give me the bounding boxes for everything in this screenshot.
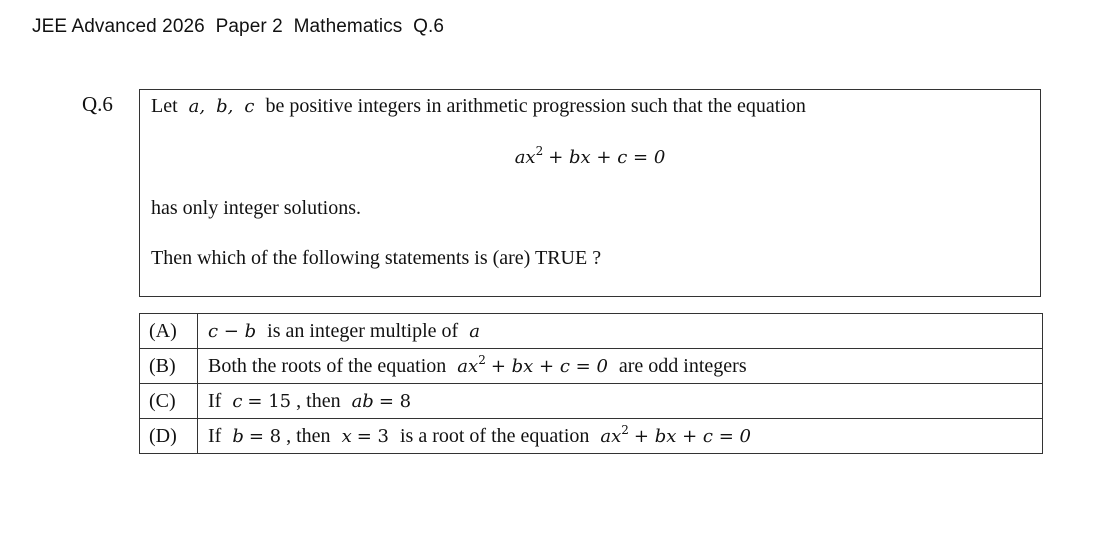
equation-exponent: 2 bbox=[535, 144, 544, 158]
option-row-a[interactable] bbox=[140, 314, 1043, 349]
option-c-math-1b: = 15 bbox=[247, 390, 292, 412]
equation-ax: ax bbox=[514, 147, 536, 168]
option-d-math-2b: = 3 bbox=[356, 425, 389, 447]
option-d-exponent: 2 bbox=[621, 422, 629, 437]
option-d-math-rest: + bx + c = 0 bbox=[633, 425, 751, 447]
option-c-text-2: , then bbox=[296, 389, 341, 412]
stem-equation bbox=[140, 146, 1040, 169]
stem-line-3: has only integer solutions. bbox=[151, 197, 361, 219]
option-label-b: (B) bbox=[140, 349, 198, 384]
option-b-math-rest: + bx + c = 0 bbox=[490, 355, 608, 377]
option-row-d[interactable] bbox=[140, 419, 1043, 454]
option-d-text-2: , then bbox=[286, 424, 331, 447]
var-a: a, bbox=[188, 96, 206, 117]
option-a-math-1: c − b bbox=[208, 320, 257, 342]
option-a-math-2: a bbox=[469, 320, 480, 342]
option-b-text-1: Both the roots of the equation bbox=[208, 354, 447, 377]
option-text-b bbox=[198, 349, 1043, 384]
option-c-math-2: ab bbox=[351, 390, 374, 412]
option-label-a: (A) bbox=[140, 314, 198, 349]
stem-let: Let bbox=[151, 95, 178, 117]
option-label-c: (C) bbox=[140, 384, 198, 419]
option-c-math-1: c bbox=[232, 390, 243, 412]
question-stem-box bbox=[139, 89, 1041, 297]
option-b-math-ax: ax bbox=[457, 355, 479, 377]
option-d-math-ax: ax bbox=[600, 425, 622, 447]
option-b-exponent: 2 bbox=[478, 352, 486, 367]
stem-line-1 bbox=[151, 95, 806, 118]
option-d-text-3: is a root of the equation bbox=[399, 424, 590, 447]
option-text-c bbox=[198, 384, 1043, 419]
question-number: Q.6 bbox=[82, 92, 113, 116]
option-d-math-1: b bbox=[232, 425, 244, 447]
option-d-math-2: x bbox=[341, 425, 352, 447]
var-b: b, bbox=[216, 96, 234, 117]
stem-line-1-suffix: be positive integers in arithmetic progression such that the equation bbox=[265, 95, 806, 117]
options-table bbox=[139, 313, 1043, 454]
page-header-title: JEE Advanced 2026 Paper 2 Mathematics Q.6 bbox=[32, 16, 445, 37]
stem-line-4: Then which of the following statements is (are) TRUE ? bbox=[151, 247, 602, 269]
option-c-math-2b: = 8 bbox=[378, 390, 412, 412]
option-label-d: (D) bbox=[140, 419, 198, 454]
option-a-text-1: is an integer multiple of bbox=[267, 319, 459, 342]
option-text-a bbox=[198, 314, 1043, 349]
option-row-c[interactable] bbox=[140, 384, 1043, 419]
option-b-text-2: are odd integers bbox=[618, 354, 747, 377]
var-c: c bbox=[244, 96, 255, 117]
option-row-b[interactable] bbox=[140, 349, 1043, 384]
option-d-text-1: If bbox=[208, 424, 222, 447]
option-d-math-1b: = 8 bbox=[248, 425, 282, 447]
equation-rest: + bx + c = 0 bbox=[548, 147, 666, 168]
option-c-text-1: If bbox=[208, 389, 222, 412]
option-text-d bbox=[198, 419, 1043, 454]
